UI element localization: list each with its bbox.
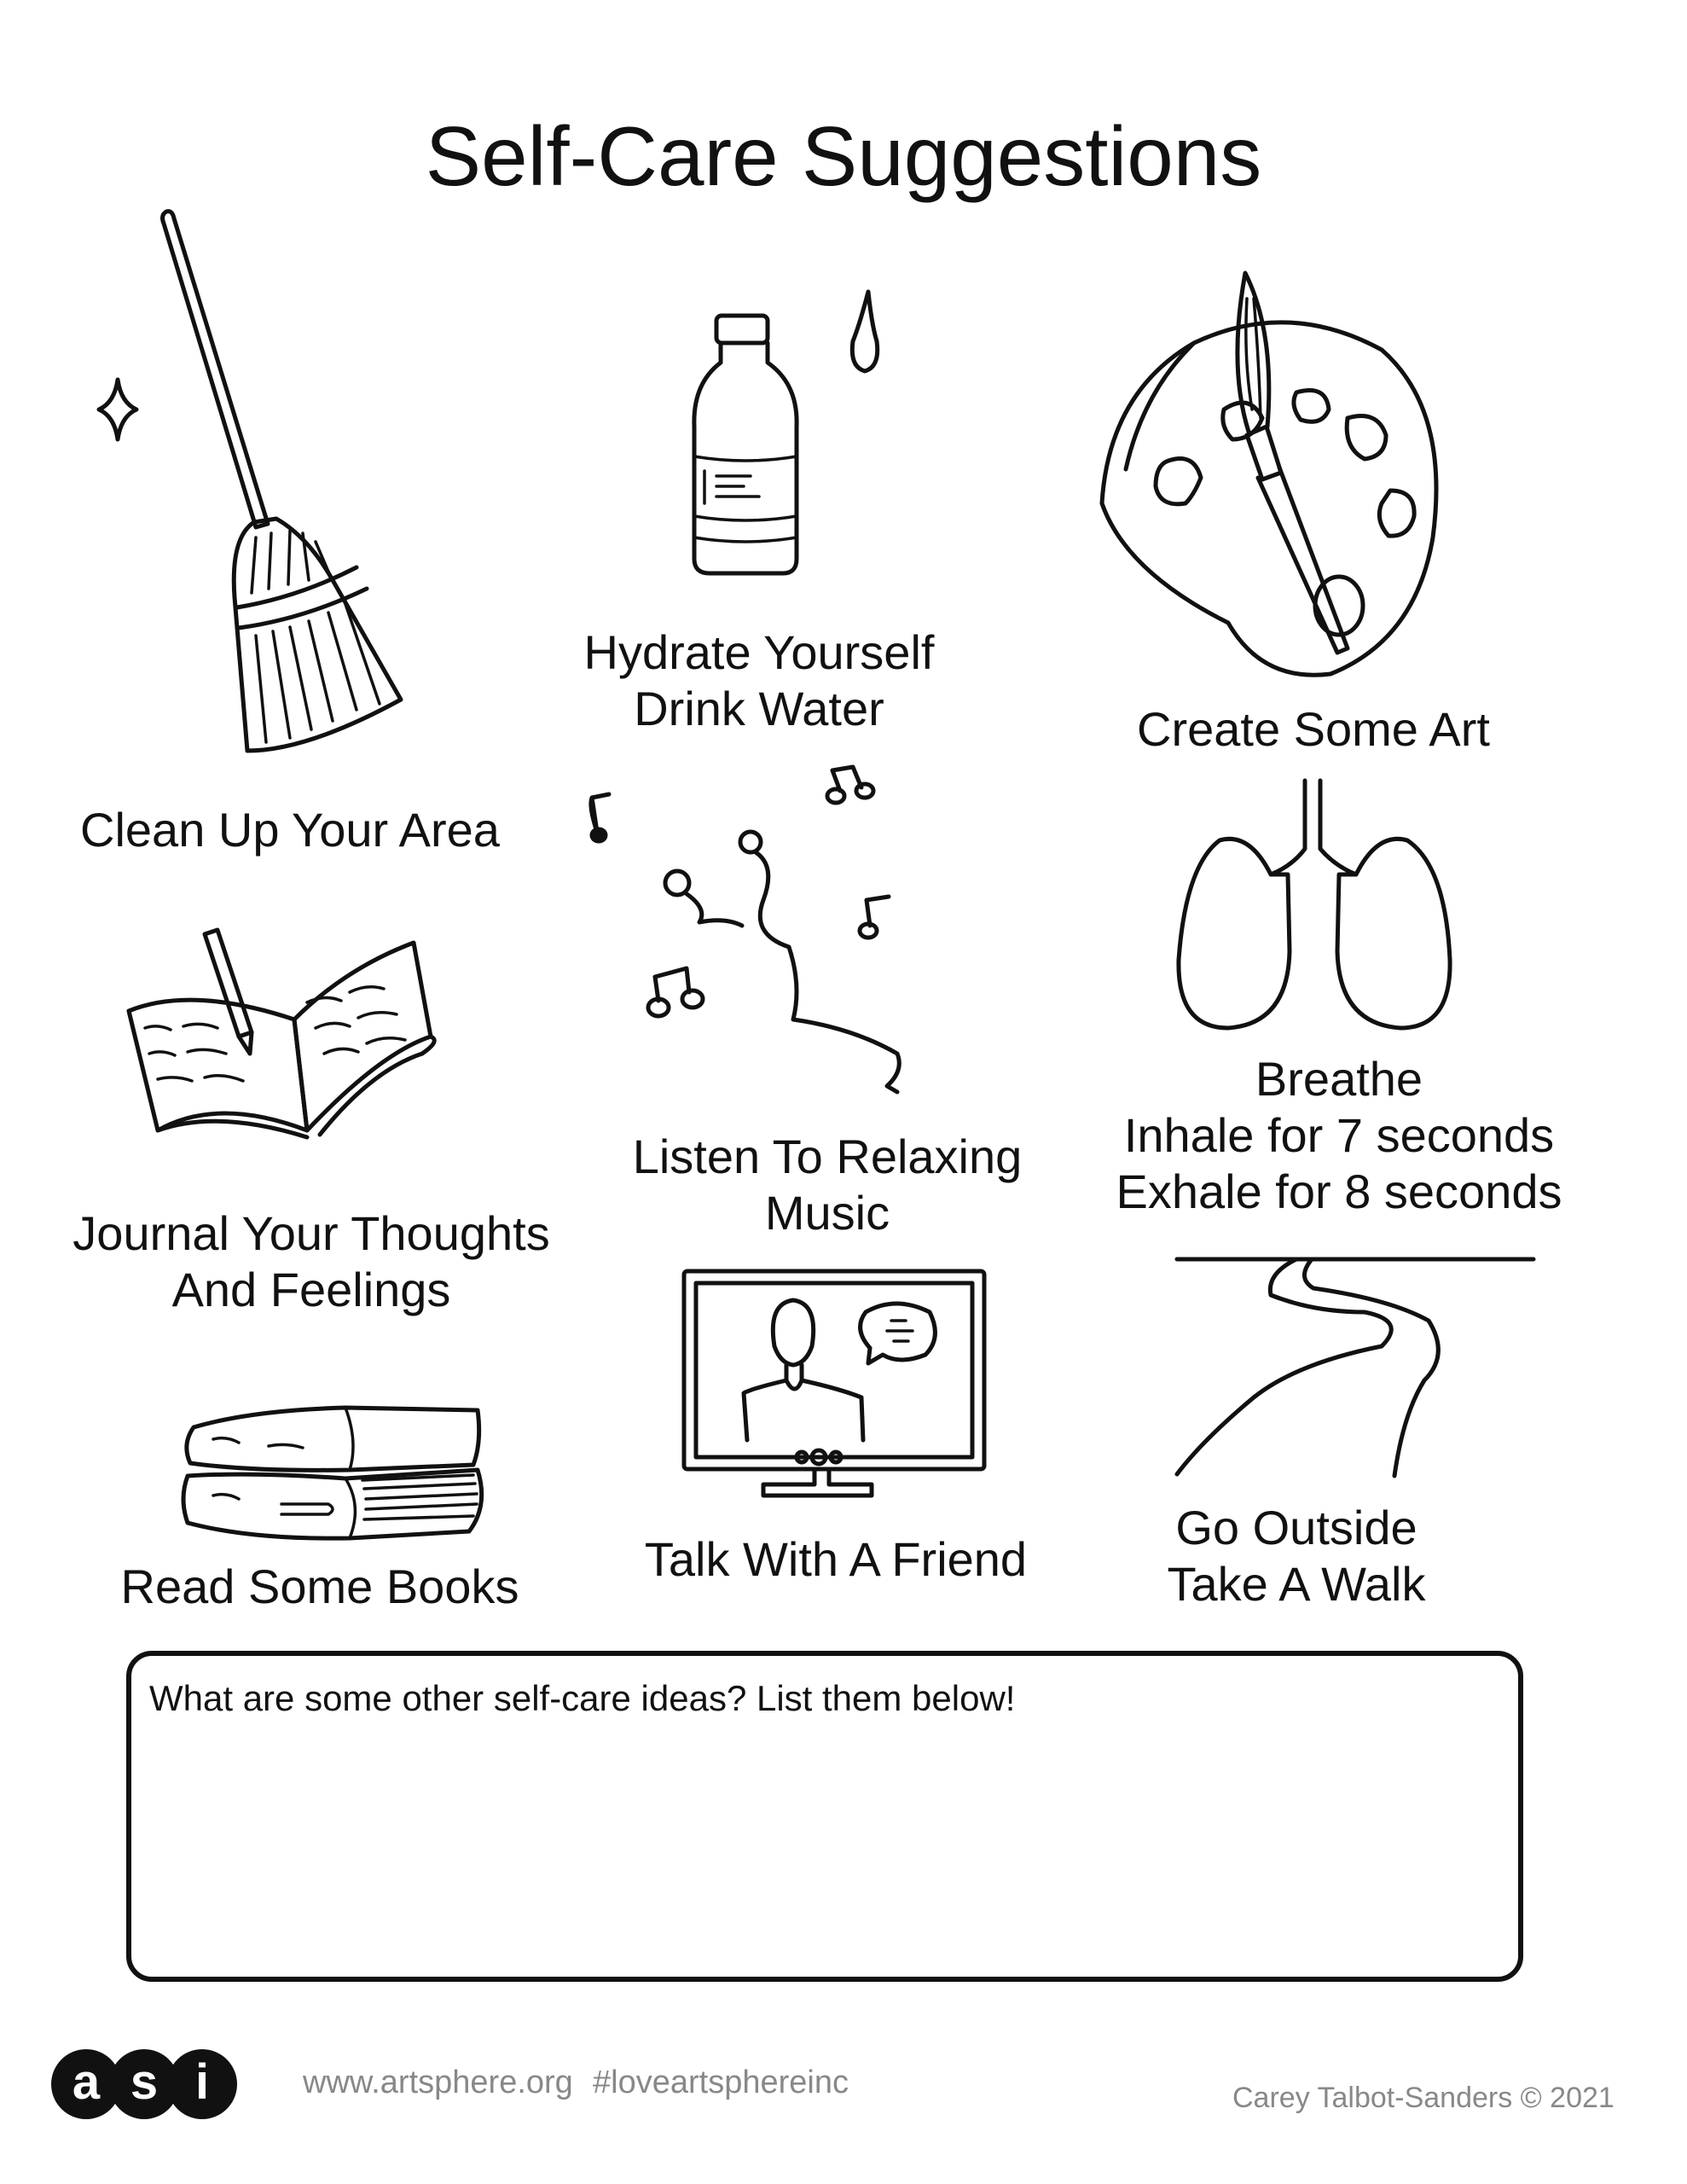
suggestion-read xyxy=(77,1559,563,1615)
ideas-prompt: What are some other self-care ideas? List them below! xyxy=(149,1678,1016,1718)
lung-right xyxy=(1337,839,1450,1028)
brush-ferrule xyxy=(1247,427,1281,479)
water-drop xyxy=(852,292,877,371)
sparkle xyxy=(99,380,136,439)
earbuds-music-icon xyxy=(580,764,938,1105)
logo-letter: i xyxy=(167,2049,237,2119)
logo-letter: a xyxy=(51,2049,121,2119)
lung-left xyxy=(1179,839,1290,1028)
suggestion-line2: Music xyxy=(764,1186,890,1240)
suggestion-line2: Take A Walk xyxy=(1167,1557,1426,1611)
suggestion-label: Talk With A Friend xyxy=(644,1532,1028,1586)
suggestion-label: Read Some Books xyxy=(120,1560,519,1613)
broom-icon xyxy=(85,205,443,768)
suggestion-line3: Exhale for 8 seconds xyxy=(1116,1165,1562,1218)
music-note xyxy=(867,897,889,926)
broom-handle xyxy=(163,212,268,527)
suggestion-music xyxy=(588,1129,1066,1241)
paint-blob xyxy=(1347,416,1386,460)
suggestion-line1: Journal Your Thoughts xyxy=(72,1206,550,1260)
suggestion-line1: Breathe xyxy=(1255,1052,1423,1106)
earbud-cable xyxy=(686,852,899,1092)
footer-hashtag: #loveartsphereinc xyxy=(593,2065,849,2100)
suggestion-label: Create Some Art xyxy=(1137,702,1490,756)
trachea xyxy=(1271,781,1356,874)
footer-website[interactable]: www.artsphere.org xyxy=(303,2065,573,2100)
pencil xyxy=(205,930,252,1037)
book-bottom xyxy=(183,1470,482,1538)
suggestion-breathe xyxy=(1066,1051,1612,1220)
path-icon xyxy=(1168,1252,1544,1483)
monitor-stand xyxy=(763,1469,872,1496)
road-edge xyxy=(1177,1259,1391,1474)
paint-blob xyxy=(1156,459,1201,504)
suggestion-clean xyxy=(51,802,529,858)
paint-blob xyxy=(1294,391,1329,422)
lungs-icon xyxy=(1177,781,1475,1037)
books-icon xyxy=(175,1403,495,1544)
monitor-frame xyxy=(684,1271,984,1469)
page-title: Self-Care Suggestions xyxy=(425,109,1262,203)
suggestion-friend xyxy=(597,1531,1075,1588)
suggestion-line2: Inhale for 7 seconds xyxy=(1123,1108,1555,1162)
earbud xyxy=(740,832,761,852)
footer-copyright: Carey Talbot-Sanders © 2021 xyxy=(1232,2082,1615,2114)
person xyxy=(773,1300,813,1365)
suggestion-hydrate xyxy=(512,624,1006,737)
suggestion-outside xyxy=(1092,1500,1501,1612)
suggestion-line2: And Feelings xyxy=(171,1263,451,1316)
journal-icon xyxy=(124,926,448,1147)
suggestion-journal xyxy=(34,1205,588,1318)
asi-logo xyxy=(51,2049,247,2124)
suggestion-art xyxy=(1075,701,1552,758)
water-bottle-icon xyxy=(682,290,904,580)
brush-handle xyxy=(1258,468,1348,653)
journal-right-page xyxy=(294,943,431,1130)
journal-left-page xyxy=(129,1000,307,1130)
bottle-cap xyxy=(716,316,768,343)
broom-head xyxy=(234,519,401,751)
video-call-icon xyxy=(682,1269,989,1504)
road-edge xyxy=(1304,1259,1438,1476)
suggestion-line1: Hydrate Yourself xyxy=(583,625,935,679)
music-note xyxy=(591,794,609,832)
logo-letter: s xyxy=(109,2049,179,2119)
paint-blob xyxy=(1379,491,1414,536)
suggestion-line1: Go Outside xyxy=(1175,1501,1417,1554)
suggestion-line1: Listen To Relaxing xyxy=(632,1130,1023,1183)
monitor-screen xyxy=(696,1283,972,1457)
suggestion-label: Clean Up Your Area xyxy=(80,803,500,857)
speech-bubble xyxy=(861,1304,936,1363)
paint-palette-icon xyxy=(1092,264,1450,691)
suggestion-line2: Drink Water xyxy=(634,682,884,735)
